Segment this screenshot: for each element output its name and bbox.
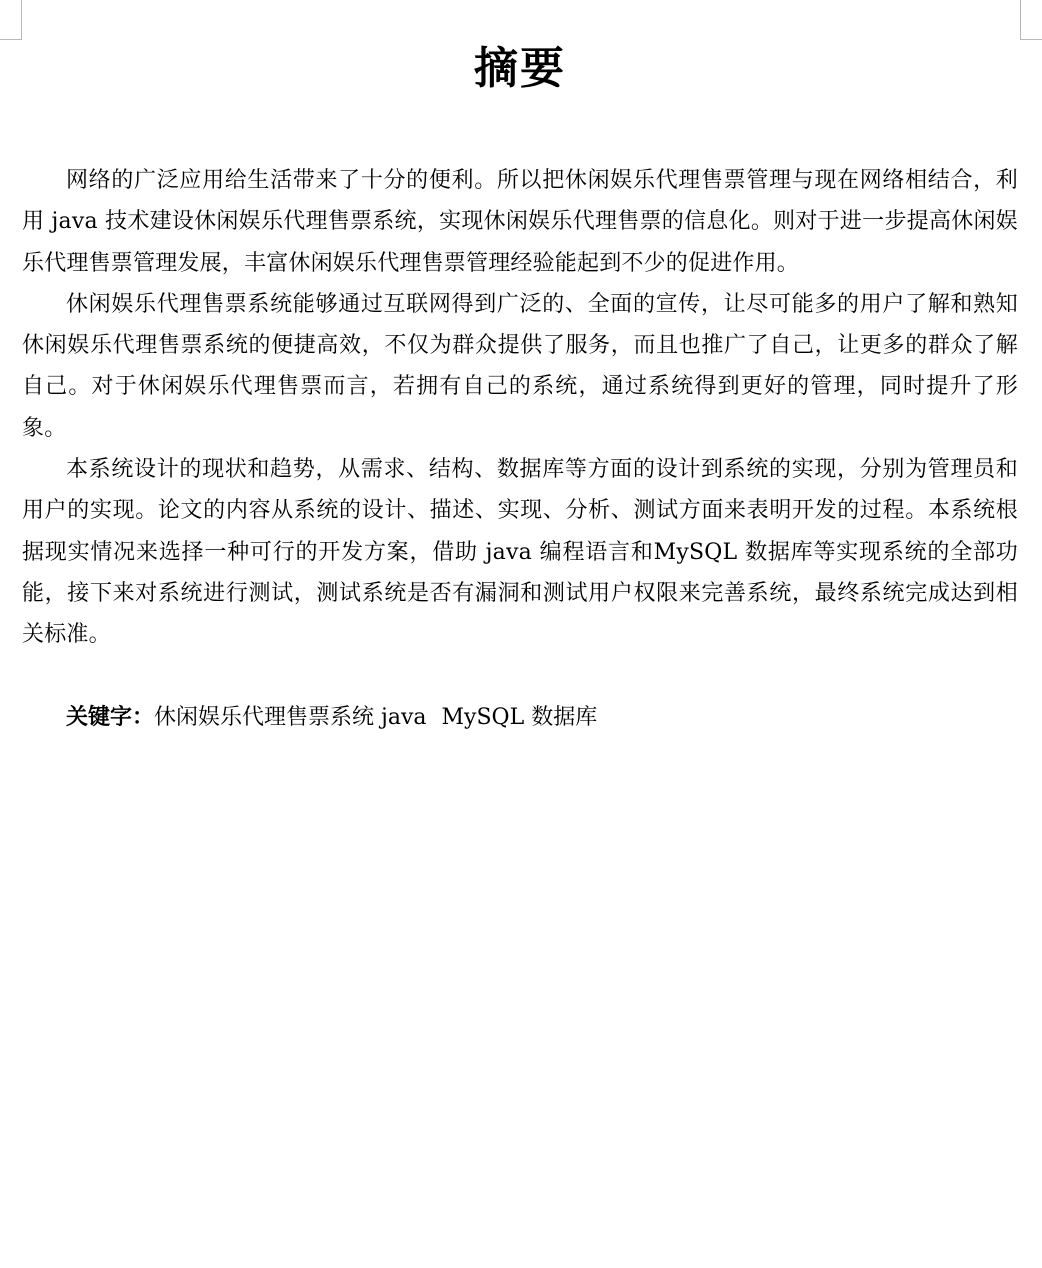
page-title: 摘要	[474, 43, 566, 94]
keyword-item: 数据库	[531, 704, 598, 730]
keywords-line	[22, 697, 1018, 738]
keywords-label: 关键字：	[66, 703, 155, 730]
abstract-paragraph-2: 休闲娱乐代理售票系统能够通过互联网得到广泛的、全面的宣传，让尽可能多的用户了解和熟知休闲娱乐代理售票系统的便捷高效，不仅为群众提供了服务，而且也推广了自己，让更多的群众了解自己。对于休闲娱乐代理售票而言，若拥有自己的系统，通过系统得到更好的管理，同时提升了形象。	[22, 291, 1018, 441]
crop-mark-top-left	[0, 0, 22, 40]
crop-mark-top-right	[1020, 0, 1042, 40]
abstract-body	[22, 160, 1018, 656]
keyword-item: java	[381, 704, 427, 730]
keyword-item: 休闲娱乐代理售票系统	[154, 704, 375, 730]
abstract-paragraph-1: 网络的广泛应用给生活带来了十分的便利。所以把休闲娱乐代理售票管理与现在网络相结合，利用 java 技术建设休闲娱乐代理售票系统，实现休闲娱乐代理售票的信息化。则对于进一步提高休闲娱乐代理售票管理发展，丰富休闲娱乐代理售票管理经验能起到不少的促进作用。	[22, 168, 1018, 276]
document-page	[22, 0, 1018, 738]
keyword-item: MySQL	[441, 704, 525, 730]
abstract-paragraph-3: 本系统设计的现状和趋势，从需求、结构、数据库等方面的设计到系统的实现，分别为管理员和用户的实现。论文的内容从系统的设计、描述、实现、分析、测试方面来表明开发的过程。本系统根据现实情况来选择一种可行的开发方案，借助 java 编程语言和MySQL 数据库等实现系统的全部功能，接下来对系统进行测试，测试系统是否有漏洞和测试用户权限来完善系统，最终系统完成达到相关标准。	[22, 457, 1018, 648]
